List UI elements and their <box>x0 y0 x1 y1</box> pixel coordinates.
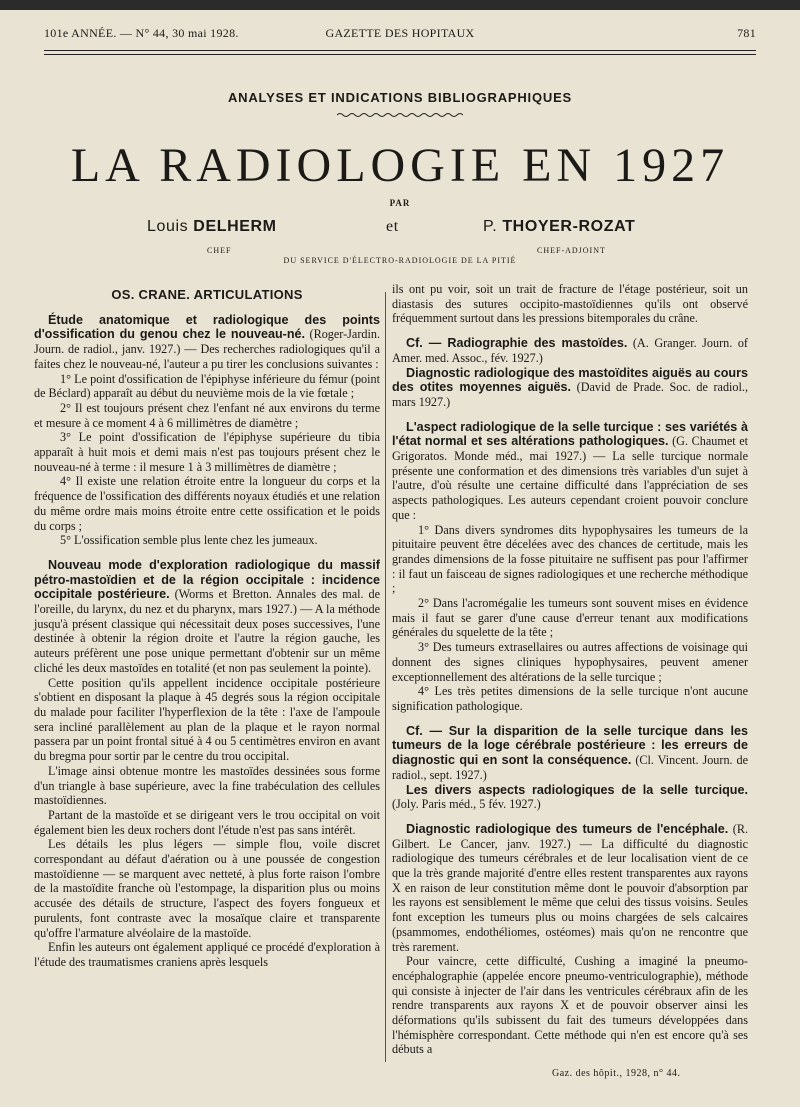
abstract-paragraph: Enfin les auteurs ont également appliqué ce procédé d'exploration à l'étude des traumatismes craniens après lesquels <box>34 940 380 969</box>
abstract-title: Cf. — Radiographie des mastoïdes. <box>406 336 628 351</box>
abstract-paragraph: 5° L'ossification semble plus lente chez les jumeaux. <box>60 533 318 548</box>
abstract-paragraph: 1° Le point d'ossification de l'épiphyse inférieure du fémur (point de Béclard) apparaît au début du neuvième mois de la vie fœtale ; <box>34 371 380 401</box>
issue-info: 101e ANNÉE. — N° 44, 30 mai 1928. <box>44 26 239 40</box>
abstract-paragraph: Partant de la mastoïde et se dirigeant vers le trou occipital on voit également bien les deux rochers dont l'étude n'est pas sans intérêt. <box>34 807 380 837</box>
abstract-title: Étude anatomique et radiologique des points d'ossification du genou chez le nouveau-né. <box>34 312 380 342</box>
page-number: 781 <box>737 26 756 40</box>
footer-signature: Gaz. des hôpit., 1928, n° 44. <box>552 1068 681 1079</box>
author-1 <box>147 218 277 236</box>
abstract-sella-disappearance <box>392 724 748 812</box>
abstract-reference: (Worms et Bretton. Annales des mal. de l'oreille, du larynx, du nez et du pharynx, mars 1927.) — A la méthode jusqu'à présent classique qui nécessitait deux poses successives, l'une destinée à obtenir la région droite et l'autre la région gauche, les auteurs préfèrent une pose unique permettant d'obtenir sur un même cliché les deux mastoïdes en totalité (et non pas seulement la pointe). <box>34 587 380 675</box>
abstract-paragraph: 1° Dans divers syndromes dits hypophysaires les tumeurs de la pituitaire peuvent être décelées avec des chances de certitude, mais les grandes dimensions de la fosse pituitaire ne suffisent pas pour l'affirmer : il faut un faisceau de signes radiologiques et une recherche méthodique ; <box>392 522 748 596</box>
abstract-reference: (A. Granger. Journ. of Amer. med. Assoc., fév. 1927.) <box>392 336 748 365</box>
abstract-paragraph: Les détails les plus légers — simple flou, voile discret correspondant au défaut d'aération ou à une poussée de congestion mastoïdienne — se marquent avec netteté, à plus forte raison l'ombre de la mastoïdite franche où l'estompage, la disparition plus ou moins accusée des détails de structure, l'aspect des foyers fongueux et purulents, font contraste avec la mosaïque claire et transparente qu'offre l'armature alvéolaire de la mastoïde. <box>34 837 380 940</box>
abstract-reference: (Cl. Vincent. Journ. de radiol., sept. 1927.) <box>392 753 749 782</box>
abstract-petro-mastoid <box>34 558 380 970</box>
right-column <box>392 282 748 1067</box>
journal-name: GAZETTE DES HOPITAUX <box>325 26 475 40</box>
abstract-paragraph: 4° Les très petites dimensions de la selle turcique n'ont aucune signification pathologique. <box>392 684 748 713</box>
authors-conjunction: et <box>386 218 399 235</box>
abstract-paragraph: 4° Il existe une relation étroite entre la longueur du corps et la fréquence de l'ossification des différents noyaux étudiés et une relation du même ordre mais moins étroite entre cette ossification et le poids du corps ; <box>34 474 380 533</box>
section-heading: ANALYSES ET INDICATIONS BIBLIOGRAPHIQUES <box>227 90 573 105</box>
abstract-title: Diagnostic radiologique des tumeurs de l'encéphale. <box>406 821 729 836</box>
header-rule <box>44 50 756 51</box>
continuation <box>392 282 748 326</box>
author-1-role: CHEF <box>207 246 232 255</box>
abstract-mastoid-radiography <box>392 336 748 410</box>
abstract-title: Cf. — Sur la disparition de la selle turcique dans les tumeurs de la loge cérébrale postérieure : les erreurs de diagnostic qui en sont la conséquence. <box>392 723 748 768</box>
abstract-paragraph: 2° Il est toujours présent chez l'enfant né aux environs du terme et mesure à ce moment 4 à 6 millimètres de diamètre ; <box>34 400 380 430</box>
author-2-surname: THOYER-ROZAT <box>502 218 636 235</box>
author-1-surname: DELHERM <box>193 218 277 235</box>
top-border <box>0 0 800 10</box>
author-2-first-name: P. <box>483 218 498 235</box>
abstract-paragraph: 3° Le point d'ossification de l'épiphyse supérieure du tibia apparaît à huit mois et demi mais n'est pas toujours présent chez le nouveau-né à terme : il mesure 1 à 3 millimètres de diamètre ; <box>34 430 380 474</box>
abstract-brain-tumors <box>392 822 748 1057</box>
author-1-first-name: Louis <box>147 218 189 235</box>
abstract-paragraph: L'image ainsi obtenue montre les mastoïdes dessinées sous forme d'un triangle à base supérieure, avec la fine trabéculation des cellules mastoïdiennes. <box>34 763 380 808</box>
abstract-reference: (Joly. Paris méd., 5 fév. 1927.) <box>392 797 541 812</box>
abstract-paragraph: 2° Dans l'acromégalie les tumeurs sont souvent mises en évidence mais il faut se garer d'une cause d'erreur tenant aux modifications générales du squelette de la tête ; <box>392 596 748 640</box>
article-title: LA RADIOLOGIE EN 1927 <box>70 139 730 192</box>
abstract-reference: (David de Prade. Soc. de radiol., mars 1927.) <box>392 380 748 409</box>
abstract-title: Nouveau mode d'exploration radiologique du massif pétro-mastoïdien et de la région occipitale : incidence occipitale postérieure. <box>34 557 380 602</box>
abstract-reference: (R. Gilbert. Le Cancer, janv. 1927.) — La difficulté du diagnostic radiologique des tumeurs cérébrales et de leur localisation vient de ce que la très grande majorité d'entre elles restent transparentes aux rayons X en raison de leur constitution même dont le pouvoir d'absorption par les rayons est sensiblement le même que celui des tissus voisins. Seules font exception les tumeurs plus ou moins chargées de sels calcaires (psammomes, endothéliomes, ostéomes) mais qu'on ne rencontre que très rarement. <box>392 821 749 954</box>
header-rule-double <box>44 54 756 55</box>
author-2-role: CHEF-ADJOINT <box>537 246 606 255</box>
authors-line <box>0 218 800 240</box>
author-2 <box>483 218 635 236</box>
abstract-title: Diagnostic radiologique des mastoïdites aiguës au cours des otites moyennes aiguës. <box>392 365 748 395</box>
abstract-paragraph: Cette position qu'ils appellent incidence occipitale postérieure s'obtient en disposant la plaque à 45 degrés sous la région occipitale du malade pour faciliter l'hyperflexion de la tête : l'axe de l'ampoule sera incliné parallèlement au plan de la plaque et le rayon normal passera par un point frontal situé à 4 ou 5 centimètres environ en avant du bregma pour sortir par le centre du trou occipital. <box>34 675 380 764</box>
subsection-heading: OS. CRANE. ARTICULATIONS <box>111 287 303 302</box>
abstract-reference: (Roger-Jardin. Journ. de radiol., janv. 1927.) — Des recherches radiologiques qu'il a faites chez le nouveau-né, l'auteur a pu tirer les conclusions suivantes : <box>34 327 381 371</box>
abstract-paragraph: ils ont pu voir, soit un trait de fracture de l'étage postérieur, soit un diastasis des sutures occipito-mastoïdiennes qu'ils ont observé fréquemment surtout dans les pressions bitemporales du crâne. <box>392 282 748 326</box>
left-column <box>34 282 380 980</box>
service-affiliation: DU SERVICE D'ÉLECTRO-RADIOLOGIE DE LA PITIÉ <box>283 256 517 265</box>
abstract-sella-turcica <box>392 420 748 714</box>
column-divider <box>385 292 386 1062</box>
abstract-title: Les divers aspects radiologiques de la selle turcique. <box>406 782 748 797</box>
abstract-title: L'aspect radiologique de la selle turcique : ses variétés à l'état normal et ses altérations pathologiques. <box>392 419 748 449</box>
by-label: PAR <box>389 198 411 208</box>
abstract-paragraph: 3° Des tumeurs extrasellaires ou autres affections de voisinage qui donnent des signes cliniques hypophysaires, peuvent amener exceptionnellement des altérations de la selle turcique ; <box>392 640 748 684</box>
running-header <box>44 26 756 44</box>
abstract-ossification <box>34 313 380 548</box>
abstract-reference: (G. Chaumet et Grigoratos. Monde méd., mai 1927.) — La selle turcique normale présente une conformation et des dimensions très variables d'un sujet à l'autre, d'où résulte une certaine difficulté dans l'appréciation de ses aspects pathologiques. Les auteurs cependant croient pouvoir conclure que : <box>392 434 749 522</box>
ornament-wave <box>337 112 463 118</box>
abstract-paragraph: Pour vaincre, cette difficulté, Cushing a imaginé la pneumo-encéphalographie (appelée encore pneumo-ventriculographie), méthode qui consiste à injecter de l'air dans les ventricules cérébraux afin de les rendre transparents aux rayons X et de pouvoir observer ainsi les déformations qu'ils subissent du fait des tumeurs développées dans l'hémisphère correspondant. Cette méthode qui n'en est encore qu'à ses débuts a <box>392 954 748 1057</box>
